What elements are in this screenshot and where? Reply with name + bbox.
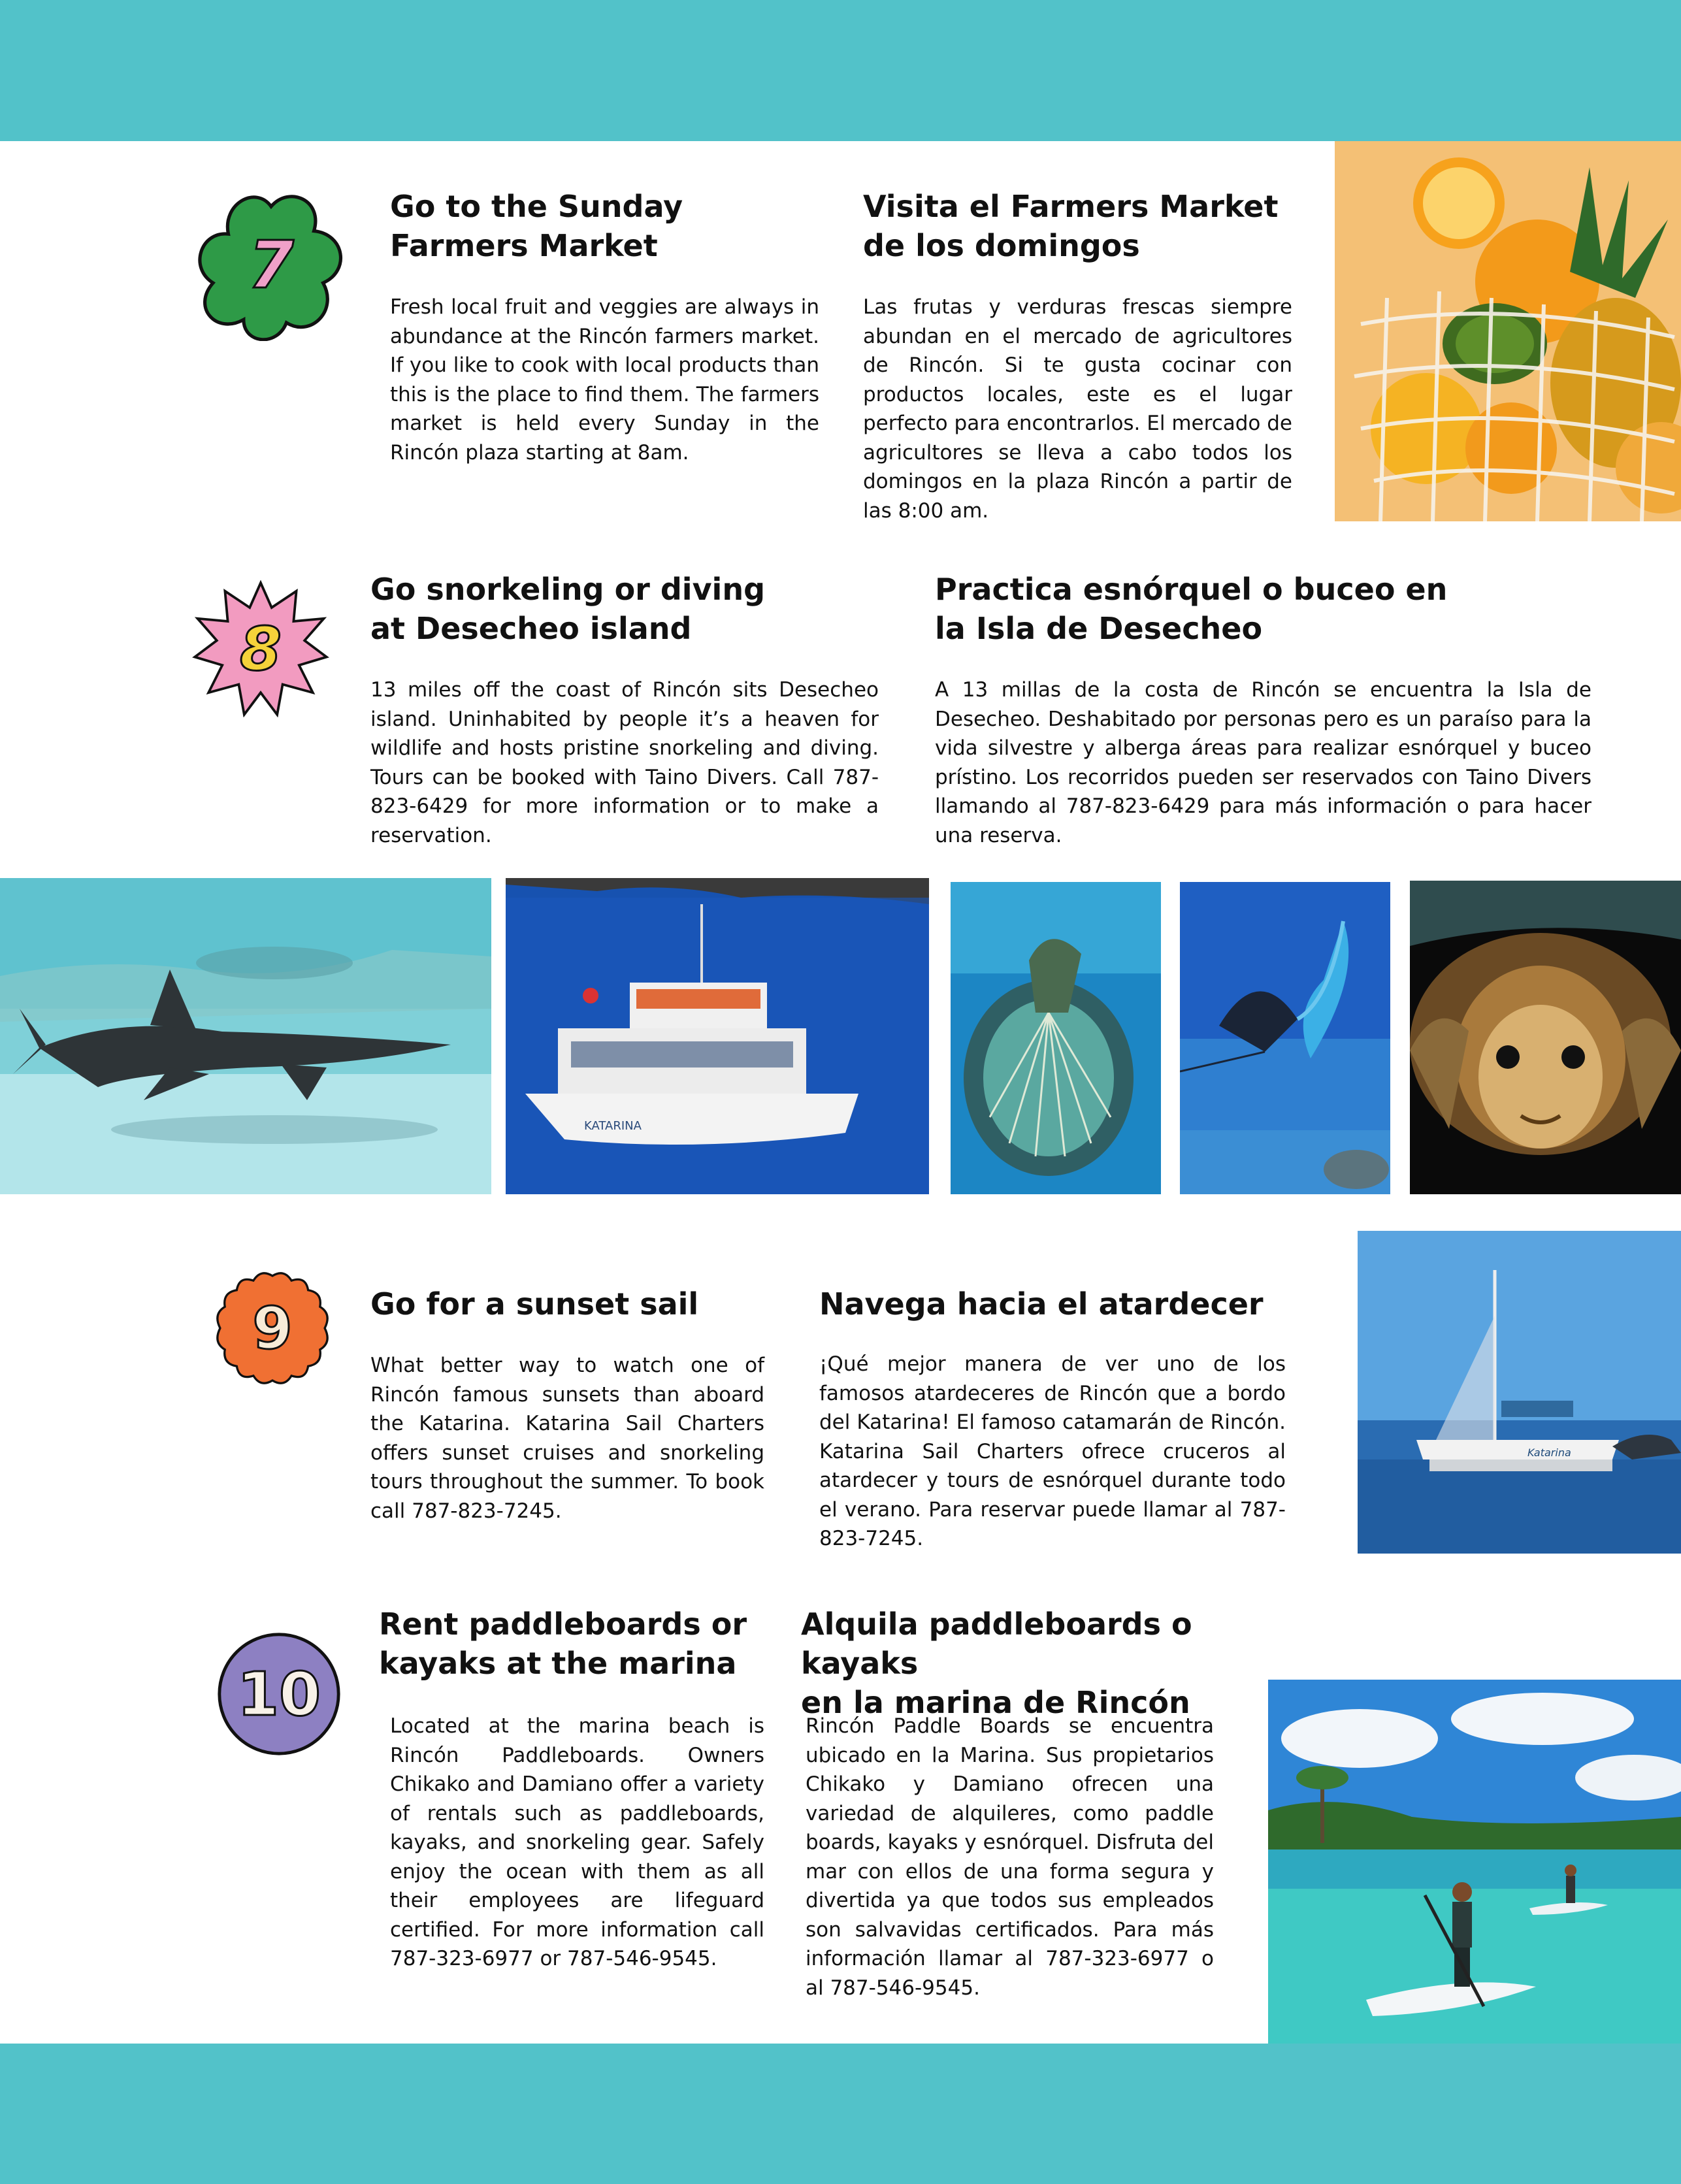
title-line: Practica esnórquel o buceo en: [935, 572, 1448, 607]
section-10-title-en: [379, 1605, 810, 1683]
catamaran-name-label: Katarina: [1527, 1446, 1571, 1459]
badge-number: 9: [252, 1294, 293, 1362]
top-color-band: [0, 0, 1681, 141]
badge-number: 7: [248, 226, 294, 303]
title-line: de los domingos: [863, 228, 1140, 263]
section-7-body-en: Fresh local fruit and veggies are always in abundance at the Rincón farmers market. If you like to cook with local products than this is the place to find them. The farmers market is held every Sunday in the Rincón plaza starting at 8am.: [390, 295, 819, 465]
badge-10: [216, 1631, 342, 1757]
badge-number: 10: [237, 1659, 321, 1729]
section-8-title-es: [935, 570, 1588, 648]
dive-boat-photo: [506, 878, 929, 1194]
section-10-title-es: [801, 1605, 1297, 1722]
title-line: kayaks at the marina: [379, 1646, 737, 1681]
boat-name-label: KATARINA: [584, 1119, 642, 1133]
section-9-body-es: ¡Qué mejor manera de ver uno de los famosos atardeceres de Rincón que a bordo del Katarina! El famoso catamarán de Rincón. Katarina Sail Charters ofrece cruceros al atardecer y tours de esnórquel durante todo el verano. Para reservar puede llamar al 787-823-7245.: [819, 1352, 1286, 1550]
bottom-color-band: [0, 2044, 1681, 2184]
nurse-shark-photo: [0, 878, 491, 1194]
title-line: en la marina de Rincón: [801, 1685, 1190, 1720]
section-8-body-en: 13 miles off the coast of Rincón sits Desecheo island. Uninhabited by people it’s a heaven for wildlife and hosts pristine snorkeling and diving. Tours can be booked with Taino Divers. Call 787-823-6429 for more information or to make a reservation.: [370, 678, 879, 847]
catamaran-photo: [1358, 1231, 1681, 1554]
fruit-bag-photo: [1335, 141, 1681, 521]
title-line: Rent paddleboards or: [379, 1606, 747, 1642]
section-10-body-es: Rincón Paddle Boards se encuentra ubicado en la Marina. Sus propietarios Chikako y Damiano ofrecen una variedad de alquileres, como paddle boards, kayaks y esnórquel. Disfruta del mar con ellos de una forma segura y divertida ya que todos sus empleados son salvavidas certificados. Para más información llamar al 787-323-6977 o al 787-546-9545.: [806, 1714, 1214, 2000]
section-9-title-en: Go for a sunset sail: [370, 1286, 699, 1322]
section-10-body-en: Located at the marina beach is Rincón Paddleboards. Owners Chikako and Damiano offer a variety of rentals such as paddleboards, kayaks, and snorkeling gear. Safely enjoy the ocean with them as all their employees are lifeguard certified. For more information call 787-323-6977 or 787-546-9545.: [390, 1714, 764, 1970]
badge-7: [195, 188, 348, 341]
title-line: Go snorkeling or diving: [370, 572, 765, 607]
title-line: la Isla de Desecheo: [935, 611, 1263, 646]
sea-turtle-photo: [1410, 881, 1681, 1194]
badge-number: 8: [239, 613, 282, 684]
section-7-title-es: [863, 187, 1333, 265]
section-7-title-en: [390, 187, 834, 265]
paddleboard-photo: [1268, 1680, 1681, 2059]
title-line: Go to the Sunday: [390, 189, 683, 224]
section-8-body-es: A 13 millas de la costa de Rincón se encuentra la Isla de Desecheo. Deshabitado por personas pero es un paraíso para la vida silvestre y alberga áreas para realizar esnórquel y buceo prístino. Los recorridos pueden ser reservados con Taino Divers llamando al 787-823-6429 para más información o para hacer una reserva.: [935, 678, 1591, 847]
section-9-body-en: What better way to watch one of Rincón famous sunsets than aboard the Katarina. Katarina Sail Charters offers sunset cruises and snorkeling tours throughout the summer. To book call 787-823-7245.: [370, 1354, 764, 1523]
section-9-title-es: Navega hacia el atardecer: [819, 1286, 1264, 1322]
title-line: Farmers Market: [390, 228, 658, 263]
badge-8: [192, 580, 329, 717]
title-line: Alquila paddleboards o kayaks: [801, 1606, 1192, 1681]
title-line: Visita el Farmers Market: [863, 189, 1279, 224]
flying-gurnard-photo: [951, 882, 1161, 1194]
section-8-title-en: [370, 570, 867, 648]
badge-9: [213, 1269, 332, 1388]
eagle-ray-photo: [1180, 882, 1390, 1194]
section-7-body-es: Las frutas y verduras frescas siempre abundan en el mercado de agricultores de Rincón. Si te gusta cocinar con productos locales, este es el lugar perfecto para encontrarlos. El mercado de agricultores se lleva a cabo todos los domingos en la plaza Rincón a partir de las 8:00 am.: [863, 295, 1292, 523]
title-line: at Desecheo island: [370, 611, 692, 646]
